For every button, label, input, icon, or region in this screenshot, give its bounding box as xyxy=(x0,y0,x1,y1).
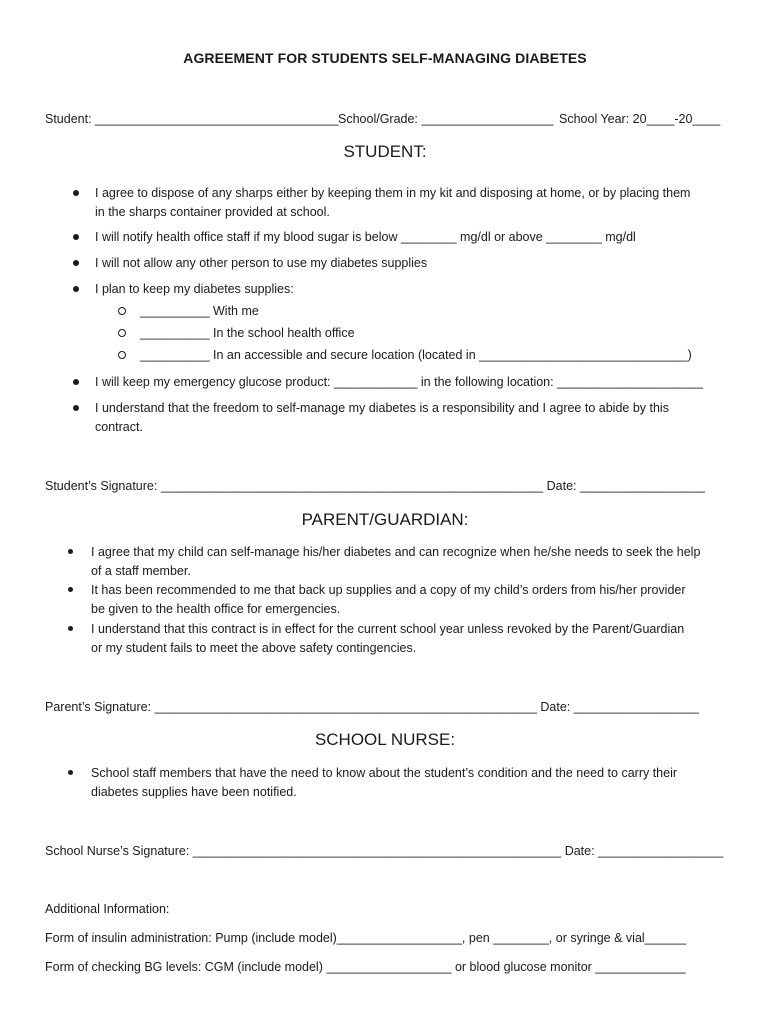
parent-signature-field[interactable]: Parent’s Signature: _______________________________________________________ Date: __________________ xyxy=(45,700,699,714)
bullet-icon xyxy=(73,260,79,266)
student-item-responsibility: I understand that the freedom to self-manage my diabetes is a responsibility and I agree to abide by this contract. xyxy=(95,401,669,434)
student-item-no-sharing: I will not allow any other person to use my diabetes supplies xyxy=(95,256,428,270)
bullet-icon xyxy=(68,587,73,592)
bullet-icon xyxy=(73,286,79,292)
bullet-icon xyxy=(73,405,79,411)
parent-item-contract-term: I understand that this contract is in effect for the current school year unless revoked by the Parent/Guardian or my student fails to meet the above safety contingencies. xyxy=(91,622,685,655)
student-heading: STUDENT: xyxy=(343,142,427,161)
student-name-field[interactable]: Student: ___________________________________ xyxy=(45,112,339,126)
bg-checking-field[interactable]: Form of checking BG levels: CGM (include model) __________________ or blood glucose monitor _____________ xyxy=(45,960,686,974)
nurse-signature-field[interactable]: School Nurse’s Signature: _____________________________________________________ Date: __________________ xyxy=(45,844,724,858)
student-item-supplies: I plan to keep my diabetes supplies: xyxy=(95,282,294,296)
bullet-icon xyxy=(73,234,79,240)
bullet-icon xyxy=(68,549,73,554)
circle-bullet-icon xyxy=(118,351,126,359)
insulin-administration-field[interactable]: Form of insulin administration: Pump (include model)__________________, pen ________, or syringe & vial______ xyxy=(45,931,687,945)
nurse-heading: SCHOOL NURSE: xyxy=(314,730,456,749)
bullet-icon xyxy=(73,190,79,196)
bullet-icon xyxy=(68,626,73,631)
supply-option-secure-location[interactable]: __________ In an accessible and secure location (located in ______________________________) xyxy=(140,348,692,362)
supply-option-health-office[interactable]: __________ In the school health office xyxy=(140,326,355,340)
parent-item-backup-supplies: It has been recommended to me that back up supplies and a copy of my child’s orders from his/her provider be given to the health office for emergencies. xyxy=(91,583,686,616)
form-title: AGREEMENT FOR STUDENTS SELF-MANAGING DIABETES xyxy=(183,50,587,66)
parent-heading: PARENT/GUARDIAN: xyxy=(301,510,469,529)
nurse-item-staff-notified: School staff members that have the need to know about the student’s condition and the need to carry their diabetes supplies have been notified. xyxy=(91,766,678,799)
student-item-glucose[interactable]: I will keep my emergency glucose product: ____________ in the following location: _____________________ xyxy=(95,375,704,389)
circle-bullet-icon xyxy=(118,307,126,315)
school-grade-field[interactable]: School/Grade: ___________________ xyxy=(338,112,554,126)
student-item-sharps: I agree to dispose of any sharps either by keeping them in my kit and disposing at home, or by placing them in the sharps container provided at school. xyxy=(95,186,691,219)
additional-info-label: Additional Information: xyxy=(45,902,170,916)
supply-option-with-me[interactable]: __________ With me xyxy=(140,304,259,318)
student-signature-field[interactable]: Student’s Signature: _______________________________________________________ Date: __________________ xyxy=(45,479,706,493)
bullet-icon xyxy=(73,379,79,385)
circle-bullet-icon xyxy=(118,329,126,337)
student-item-notify[interactable]: I will notify health office staff if my blood sugar is below ________ mg/dl or above ________ mg/dl xyxy=(95,230,636,244)
school-year-field[interactable]: School Year: 20____-20____ xyxy=(559,112,721,126)
parent-item-self-manage: I agree that my child can self-manage his/her diabetes and can recognize when he/she needs to seek the help of a staff member. xyxy=(91,545,701,578)
bullet-icon xyxy=(68,770,73,775)
